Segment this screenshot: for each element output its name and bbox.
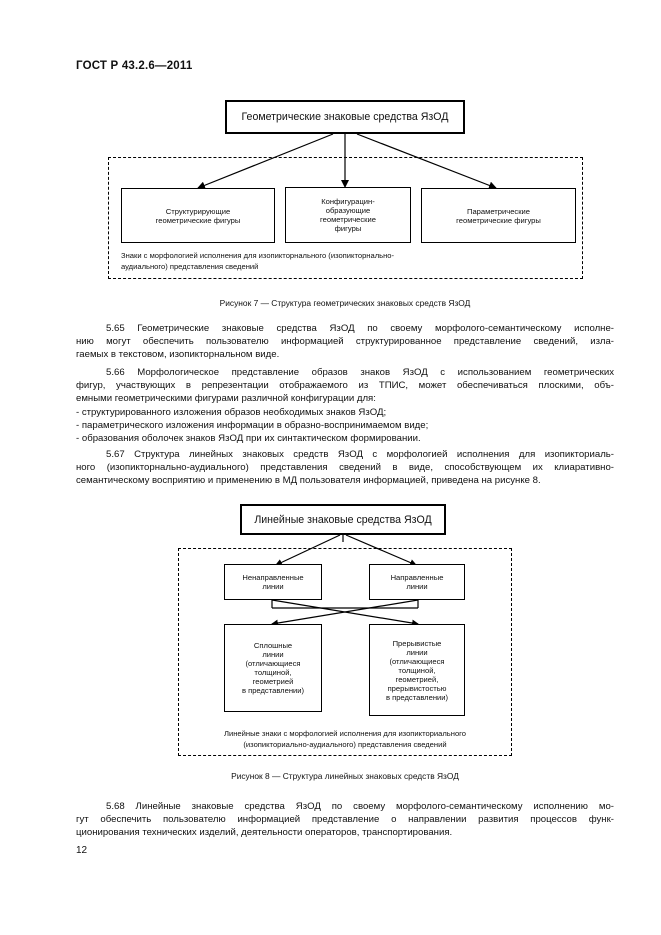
text-line: 5.68 Линейные знаковые средства ЯзОД по своему морфолого-семантическому исполнению мо- — [106, 801, 614, 812]
text-line: 5.67 Структура линейных знаковых средств ЯзОД с морфологией исполнения для изопикториаль- — [106, 449, 614, 460]
solid-lines-label-5: геометрией — [252, 677, 294, 686]
directed-lines-label-1: Направленные — [390, 573, 444, 582]
undirected-lines-box — [224, 564, 322, 600]
text-line: гаемых в текстовом, изопикторнальном виде. — [76, 349, 280, 361]
linear-signs-title: Линейные знаковые средства ЯзОД — [254, 513, 432, 526]
undirected-lines-label-2: линии — [262, 582, 284, 591]
solid-lines-box — [224, 624, 322, 712]
list-item: - параметрического изложения информации в образно-воспринимаемом виде; — [76, 420, 429, 432]
solid-lines-label-6: в представлении) — [241, 686, 305, 695]
directed-lines-box — [369, 564, 465, 600]
solid-lines-label-4: толщиной, — [254, 668, 292, 677]
text-line: ционирования технических изделий, деятельности операторов, транспортирования. — [76, 827, 453, 839]
text-line: 5.65 Геометрические знаковые средства ЯзОД по своему морфолого-семантическому исполне- — [106, 323, 614, 334]
text-line: гут обеспечить пользователю информацией представление о направлении развития процессов функ- — [76, 814, 614, 826]
figure-8-caption: Рисунок 8 — Структура линейных знаковых средств ЯзОД — [231, 771, 459, 781]
solid-lines-label-2: линии — [262, 650, 284, 659]
configuring-figures-label: Конфигурацин-образующие геометрические фигуры — [320, 197, 376, 233]
figure-7-group-label-line1: Знаки с морфологией исполнения для изопикторнального (изопикторнально- — [121, 251, 395, 260]
linear-signs-title-box — [240, 504, 446, 535]
figure-8-group-label-line1: Линейные знаки с морфологией исполнения для изопикториального — [224, 729, 466, 738]
dashed-lines-label-6: прерывистостью — [387, 683, 447, 693]
dashed-lines-label-4: толщиной, — [398, 665, 436, 675]
list-item: - образования оболочек знаков ЯзОД при их синтактическом формировании. — [76, 433, 421, 445]
directed-lines-label-2: линии — [406, 582, 428, 591]
undirected-lines-label-1: Ненаправленные — [242, 573, 304, 582]
dashed-lines-label-5: геометрией, — [395, 674, 439, 684]
document-header: ГОСТ Р 43.2.6—2011 — [76, 60, 193, 72]
text-line: нию могут обеспечить пользователю информацией структурированное представление сведений, изла- — [76, 336, 614, 348]
page-number: 12 — [76, 845, 88, 856]
paragraph-5-68 — [76, 800, 614, 840]
dashed-lines-label-1: Прерывистые — [392, 638, 442, 648]
structuring-figures-label: Структурирующие геометрические фигуры — [155, 206, 241, 225]
dashed-lines-label-3: (отличающиеся — [389, 656, 445, 666]
dashed-lines-label-7: в представлении) — [385, 692, 449, 702]
figure-7-group-label-line2: аудиального) представления сведений — [121, 262, 259, 271]
parametric-figures-label: Параметрические геометрические фигуры — [456, 206, 541, 225]
figure-8-group-label-line2: (изопикториально-аудиального) представления сведений — [243, 740, 447, 749]
text-line: 5.66 Морфологическое представление образов знаков ЯзОД с использованием геометрических — [106, 367, 614, 378]
dashed-lines-label-2: линии — [406, 647, 428, 657]
text-line: ного (изопикторнально-аудиального) представления сведений в виде, способствующем их клиаративно- — [76, 462, 614, 474]
list-item: - структурированного изложения образов необходимых знаков ЯзОД; — [76, 407, 387, 418]
geometric-signs-title: Геометрические знаковые средства ЯзОД — [241, 111, 449, 123]
dashed-lines-box — [369, 624, 465, 716]
text-line: фигур, участвующих в репрезентации отображаемого из ТПИС, может обеспечиваться плоскими, объ- — [76, 380, 614, 392]
solid-lines-label-3: (отличающиеся — [245, 659, 301, 668]
text-line: емными геометрическими фигурами различной конфигурации для: — [76, 393, 376, 405]
text-line: семантическому восприятию и применению в МД пользователя информацией, приведена на рисунке 8. — [76, 475, 541, 487]
solid-lines-label-1: Сплошные — [253, 641, 293, 650]
figure-7-caption: Рисунок 7 — Структура геометрических знаковых средств ЯзОД — [219, 298, 471, 308]
